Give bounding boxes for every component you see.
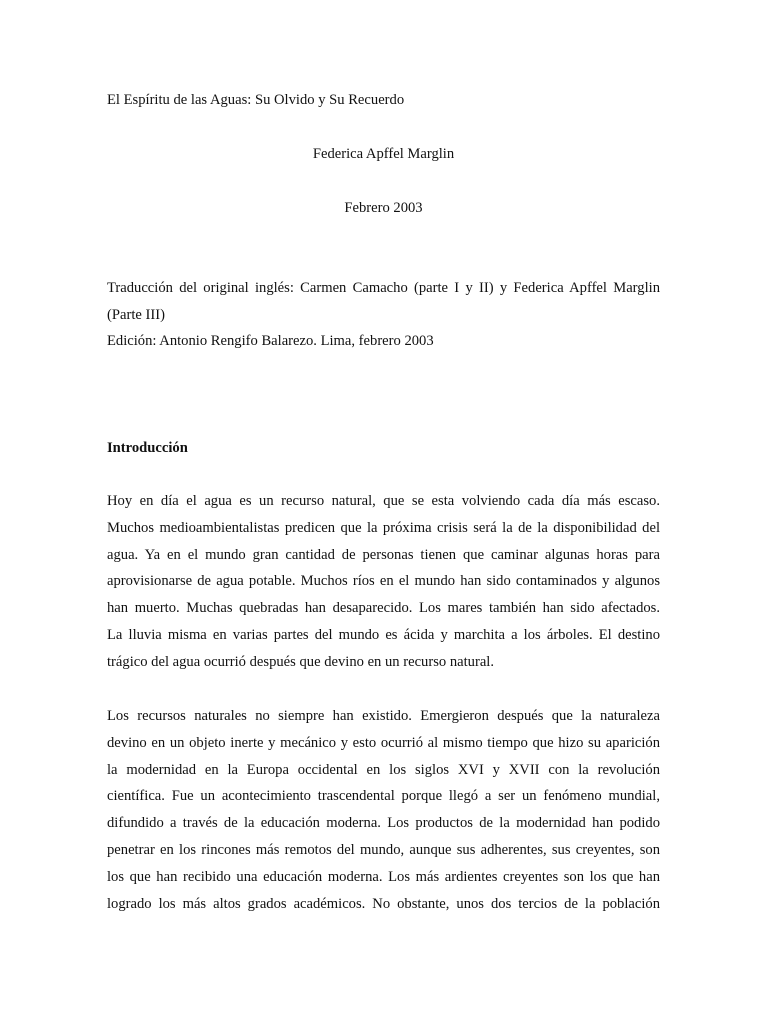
translation-line: Traducción del original inglés: Carmen Camacho (parte I y II) y Federica Apffel Marglin bbox=[107, 280, 660, 296]
paragraph-line: devino en un objeto inerte y mecánico y esto ocurrió al mismo tiempo que hizo su aparición bbox=[107, 734, 660, 751]
paragraph-line: trágico del agua ocurrió después que devino en un recurso natural. bbox=[107, 653, 494, 670]
paragraph-line: científica. Fue un acontecimiento trascendental porque llegó a ser un fenómeno mundial, bbox=[107, 788, 660, 805]
paragraph-line: penetrar en los rincones más remotos del mundo, aunque sus adherentes, sus creyentes, son bbox=[107, 841, 660, 858]
paragraph-line: logrado los más altos grados académicos. No obstante, unos dos tercios de la población bbox=[107, 895, 660, 912]
paragraph-line: Hoy en día el agua es un recurso natural, que se esta volviendo cada día más escaso. bbox=[107, 493, 660, 509]
document-date: Febrero 2003 bbox=[344, 200, 423, 216]
edition-credit: Edición: Antonio Rengifo Balarezo. Lima, febrero 2003 bbox=[107, 333, 434, 349]
paragraph-line: han muerto. Muchas quebradas han desaparecido. Los mares también han sido afectados. bbox=[107, 600, 660, 617]
section-heading: Introducción bbox=[107, 440, 188, 456]
paragraph-line: Los recursos naturales no siempre han existido. Emergieron después que la naturaleza bbox=[107, 708, 660, 724]
paragraph-line: aprovisionarse de agua potable. Muchos ríos en el mundo han sido contaminados y algunos bbox=[107, 573, 660, 590]
paragraph-line: agua. Ya en el mundo gran cantidad de personas tienen que caminar algunas horas para bbox=[107, 546, 660, 563]
paragraph-line: la modernidad en la Europa occidental en los siglos XVI y XVII con la revolución bbox=[107, 761, 660, 778]
paragraph-line: Muchos medioambientalistas predicen que la próxima crisis será la de la disponibilidad del bbox=[107, 519, 660, 536]
translation-credit bbox=[107, 275, 660, 329]
paragraph-line: La lluvia misma en varias partes del mundo es ácida y marchita a los árboles. El destino bbox=[107, 626, 660, 643]
translation-line: (Parte III) bbox=[107, 306, 165, 323]
paragraph-line: los que han recibido una educación moderna. Los más ardientes creyentes son los que han bbox=[107, 868, 660, 885]
paragraph-introduction-1 bbox=[107, 488, 660, 676]
paragraph-line: difundido a través de la educación moderna. Los productos de la modernidad han podido bbox=[107, 815, 660, 832]
document-title: El Espíritu de las Aguas: Su Olvido y Su Recuerdo bbox=[107, 92, 405, 108]
paragraph-introduction-2 bbox=[107, 703, 660, 917]
author-name: Federica Apffel Marglin bbox=[312, 146, 455, 162]
